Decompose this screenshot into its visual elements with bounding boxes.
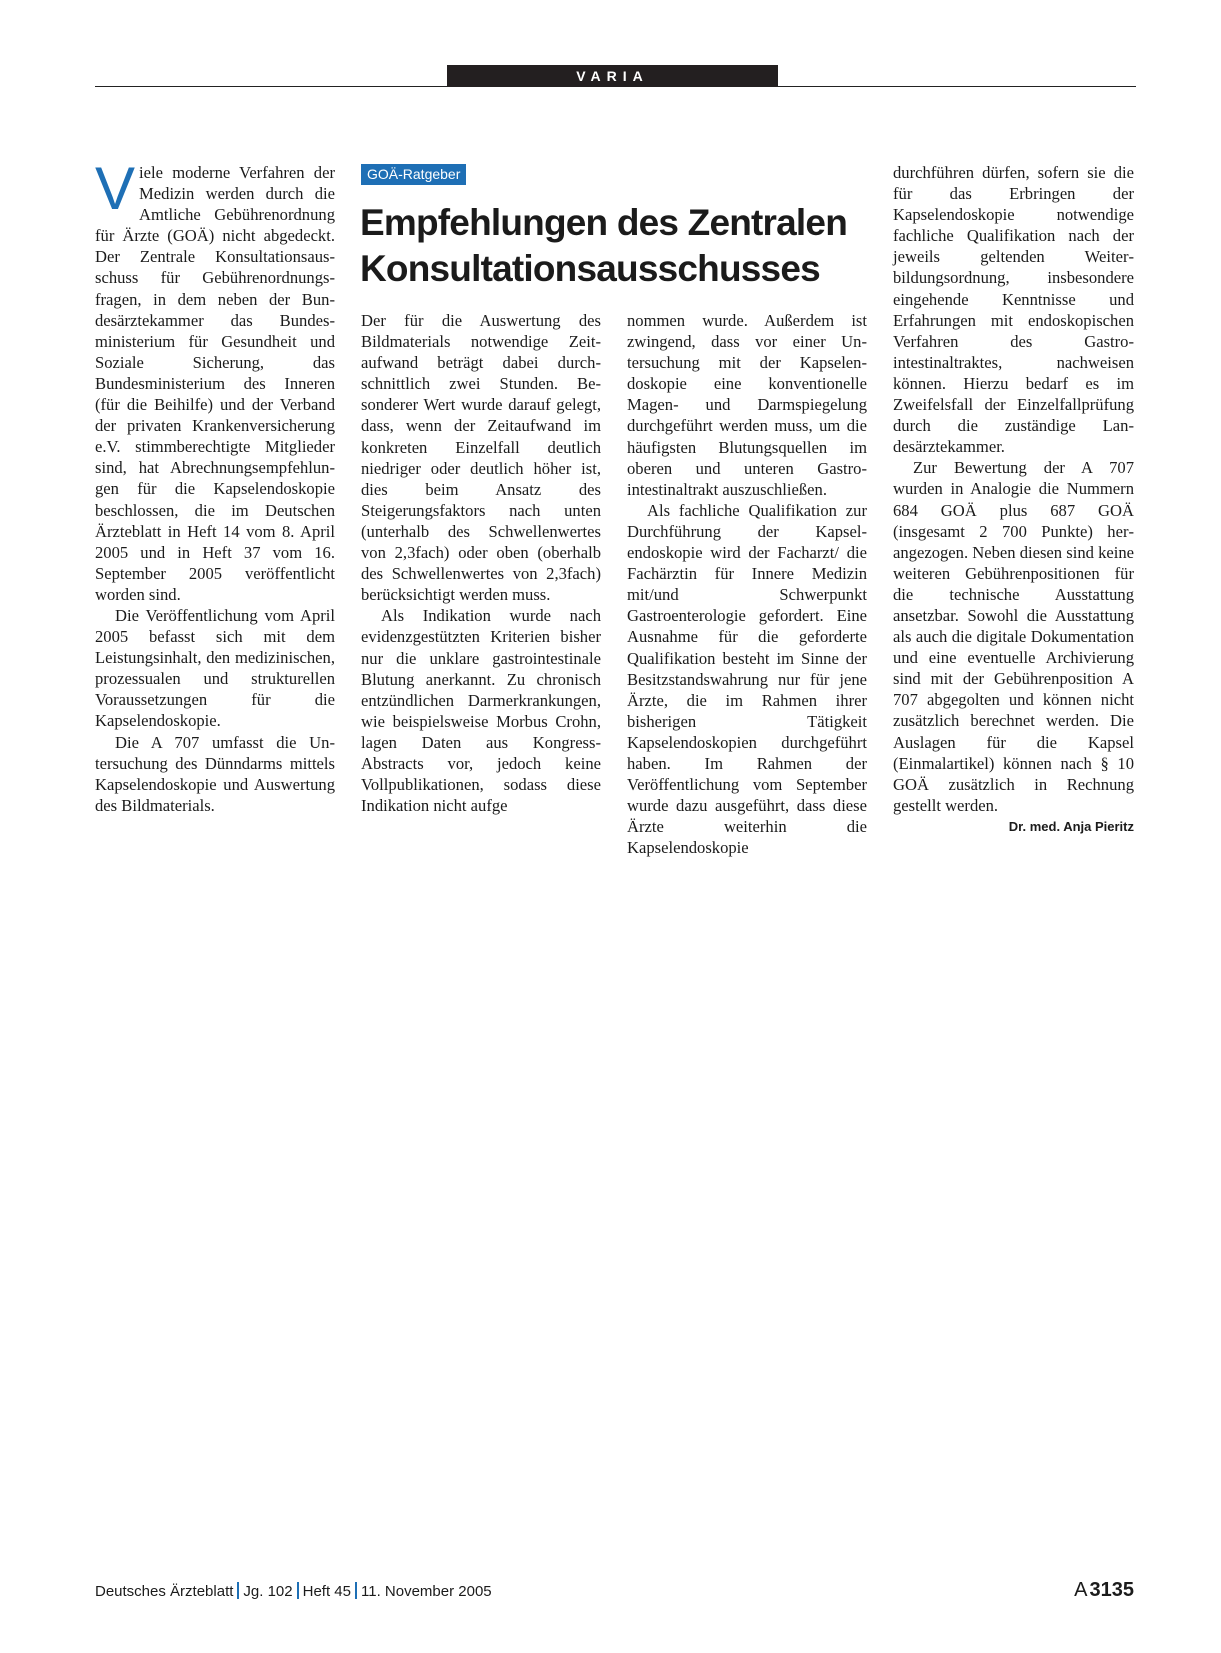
article-column-1	[95, 155, 335, 816]
page-prefix: A	[1074, 1579, 1088, 1601]
paragraph-text: Zur Bewertung der A 707 wurden in Analogie die Nummern 684 GOÄ plus 687 GOÄ (insgesamt 2 700 Punkte) herangezogen. Neben diesen sind keine weiteren Gebührenpositionen für die technische Ausstattung ansetzbar. Sowohl die Ausstattung als auch die digitale Dokumentation und eine eventuelle Archivierung sind mit der Gebührenposition A 707 abgegolten und können nicht zusätzlich berechnet werden. Die Auslagen für die Kapsel (Einmalartikel) können nach § 10 GOÄ zusätzlich in Rechnung gestellt werden.	[893, 458, 1134, 815]
footer-separator	[355, 1582, 357, 1599]
paragraph-text: iele moderne Verfahren der Medizin werden durch die Amtliche Gebührenordnung für Ärzte (GOÄ) nicht abgedeckt. Der Zentrale Konsultationsausschuss für Gebührenordnungsfragen, in dem neben der Bundesärztekammer das Bundesministerium für Gesundheit und Soziale Sicherung, das Bundesministerium des Inneren (für die Beihilfe) und der Verband der privaten Krankenversicherung e.V. stimmberechtigte Mitglieder sind, hat Abrechnungsempfehlungen für die Kapselendoskopie beschlossen, die im Deutschen Ärzteblatt in Heft 14 vom 8. April 2005 und in Heft 37 vom 16. September 2005 veröffentlicht worden sind.	[95, 163, 335, 604]
paragraph: Der für die Auswertung des Bildmaterials notwendige Zeitaufwand beträgt dabei durchschnittlich zwei Stunden. Besonderer Wert wurde darauf gelegt, dass, wenn der Zeitaufwand im konkreten Einzelfall deutlich niedriger oder deutlich höher ist, dies beim Ansatz des Steigerungsfaktors nach unten (unterhalb des Schwellenwertes von 2,3fach) oder oben (oberhalb des Schwellenwertes von 2,3fach) berücksichtigt werden muss.	[361, 311, 601, 605]
author-name: Dr. med. Anja Pieritz	[1008, 818, 1134, 834]
category-tag: GOÄ-Ratgeber	[361, 164, 466, 185]
article-column-3	[627, 310, 867, 858]
paragraph	[893, 457, 1134, 834]
paragraph: Die A 707 umfasst die Untersuchung des Dünndarms mittels Kapselendoskopie und Auswertung des Bildmaterials.	[95, 732, 335, 815]
journal-date: 11. November 2005	[361, 1583, 492, 1600]
article-title	[360, 200, 870, 292]
paragraph: durchführen dürfen, sofern sie die für das Erbringen der Kapselendoskopie notwendige fachliche Qualifikation nach der jeweils geltenden Weiterbildungsordnung, insbesondere eingehende Kenntnisse und Erfahrungen mit endoskopischen Verfahren des Gastrointestinaltraktes, nachweisen können. Hierzu bedarf es im Zweifelsfall der Einzelfallprüfung durch die zuständige Landesärztekammer.	[893, 163, 1134, 457]
paragraph: Als Indikation wurde nach evidenzgestützten Kriterien bisher nur die unklare gastrointestinale Blutung anerkannt. Zu chronisch entzündlichen Darmerkrankungen, wie beispielsweise Morbus Crohn, lagen Daten aus Kongress-Abstracts vor, jedoch keine Vollpublikationen, sodass diese Indikation nicht aufge	[361, 606, 601, 816]
drop-cap: V	[95, 155, 136, 222]
title-line-2: Konsultationsausschusses	[360, 248, 820, 289]
paragraph	[95, 155, 335, 605]
paragraph: nommen wurde. Außerdem ist zwingend, dass vor einer Untersuchung mit der Kapselendoskopie eine konventionelle Magen- und Darmspiegelung durchgeführt werden muss, um die häufigsten Blutungsquellen im oberen und unteren Gastrointestinaltrakt auszuschließen.	[627, 311, 867, 499]
journal-name: Deutsches Ärzteblatt	[95, 1583, 234, 1600]
section-banner: VARIA	[447, 65, 778, 87]
paragraph: Als fachliche Qualifikation zur Durchführung der Kapselendoskopie wird der Facharzt/ die Fachärztin für Innere Medizin mit/und Schwerpunkt Gastroenterologie gefordert. Eine Ausnahme für die geforderte Qualifikation besteht im Sinne der Besitzstandswahrung nur für jene Ärzte, die im Rahmen ihrer bisherigen Tätigkeit Kapselendoskopien durchgeführt haben. Im Rahmen der Veröffentlichung vom September wurde dazu ausgeführt, dass diese Ärzte weiterhin die Kapselendoskopie	[627, 500, 867, 858]
page-number-value: 3135	[1089, 1579, 1134, 1601]
page-number	[1074, 1578, 1134, 1602]
journal-issue: Heft 45	[302, 1583, 351, 1600]
footer-citation	[95, 1582, 492, 1602]
journal-volume: Jg. 102	[243, 1583, 293, 1600]
footer-separator	[297, 1582, 299, 1599]
footer-separator	[237, 1582, 239, 1599]
article-column-2	[361, 310, 601, 816]
article-column-4	[893, 162, 1134, 837]
paragraph: Die Veröffentlichung vom April 2005 befasst sich mit dem Leistungsinhalt, den medizinischen, prozessualen und strukturellen Voraussetzungen für die Kapselendoskopie.	[95, 605, 335, 731]
title-line-1: Empfehlungen des Zentralen	[360, 202, 847, 243]
